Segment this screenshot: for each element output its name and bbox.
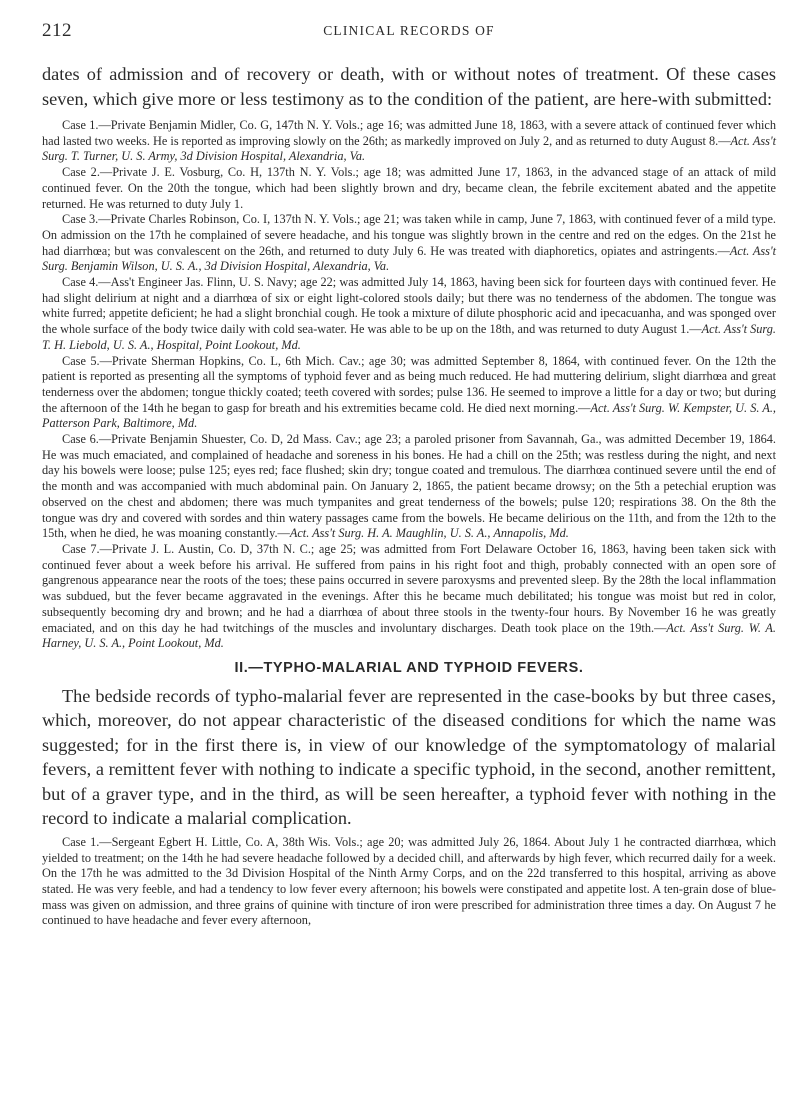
case-paragraph	[42, 542, 776, 652]
case-paragraph	[42, 354, 776, 433]
running-title: CLINICAL RECORDS OF	[323, 23, 495, 38]
lead-paragraph: dates of admission and of recovery or death, with or without notes of treatment. Of these cases seven, which give more or less testimony as to the condition of the patient, are here-with submitted:	[42, 64, 776, 109]
case-paragraph	[42, 165, 776, 212]
case-citation: Act. Ass't Surg. Benjamin Wilson, U. S. A., 3d Division Hospital, Alexandria, Va.	[42, 243, 776, 274]
case-citation: Act. Ass't Surg. T. Turner, U. S. Army, 3d Division Hospital, Alexandria, Va.	[42, 133, 776, 164]
case-list-typho-malarial	[42, 835, 776, 929]
case-paragraph	[42, 835, 776, 929]
case-citation: Act. Ass't Surg. W. A. Harney, U. S. A., Point Lookout, Md.	[42, 620, 776, 651]
case-text: Case 1.—Sergeant Egbert H. Little, Co. A, 38th Wis. Vols.; age 20; was admitted July 26, 1864. About July 1 he contracted diarrhœa, which yielded to treatment; on the 14th he had severe headache followed by a decided chill, and afterwards by high fever, which recurred daily for a week. On the 17th he was admitted to the 3d Division Hospital of the Ninth Army Corps, and on the 22d transferred to this hospital, arriving as above stated. He was very feeble, and had a tendency to low fever every afternoon; his bowels were constipated and appetite lost. A ten-grain dose of blue-mass was given on admission, and three grains of quinine with tincture of iron were prescribed for administration three times a day. On August 7 he continued to have headache and fever every afternoon,	[42, 834, 776, 928]
case-citation: Act. Ass't Surg. T. H. Liebold, U. S. A., Hospital, Point Lookout, Md.	[42, 322, 776, 352]
case-paragraph	[42, 118, 776, 165]
case-text: Case 7.—Private J. L. Austin, Co. D, 37th N. C.; age 25; was admitted from Fort Delaware October 16, 1863, having been taken sick with continued fever about a week before his arrival. He suffered from pains in his right foot and thigh, probably connected with an open sore of gangrenous appearance near the roots of the toes; these pains occurred in severe paroxysms and prevented sleep. By the 28th the local inflammation was subdued, but the fever became aggravated in the evenings. After this he became much debilitated; his tongue was moist but red in color, subsequently becoming dry and brown; and he had a diarrhœa of about three stools in the twenty-four hours. By November 16 he was greatly emaciated, and on this day he had twitchings of the muscles and involuntary discharges. Death took place on the 19th.—	[42, 541, 776, 635]
case-citation: Act. Ass't Surg. H. A. Maughlin, U. S. A., Annapolis, Md.	[289, 526, 569, 541]
case-text: Case 4.—Ass't Engineer Jas. Flinn, U. S. Navy; age 22; was admitted July 14, 1863, having been sick for fourteen days with continued fever. He had slight delirium at night and a diarrhœa of six or eight light-colored stools daily; but there was no tenderness of the abdomen. The tongue was white furred; appetite deficient; he had a slight bronchial cough. He took a mixture of dilute phosphoric acid and ipecacuanha, and was sponged over the whole surface of the body twice daily with cold sea-water. He was able to be up on the 18th, and was returned to duty August 1.—	[42, 275, 776, 337]
case-paragraph	[42, 432, 776, 542]
case-text: Case 3.—Private Charles Robinson, Co. I, 137th N. Y. Vols.; age 21; was taken while in camp, June 7, 1863, with continued fever of a mild type. On admission on the 17th he complained of severe headache, and his tongue was slightly brown in the centre and red on the edges. On the 21st he had diarrhœa; but was convalescent on the 26th, and returned to duty July 6. He was treated with diaphoretics, opiates and astringents.—	[42, 212, 776, 258]
case-text: Case 6.—Private Benjamin Shuester, Co. D, 2d Mass. Cav.; age 23; a paroled prisoner from Savannah, Ga., was admitted December 19, 1864. He was much emaciated, and complained of headache and soreness in his bones. He had a chill on the 25th; was restless during the night, and next day his bowels were loose; pulse 125; eyes red; face flushed; skin dry; tongue coated and tremulous. The diarrhœa continued severe until the end of the month and was accompanied with much abdominal pain. On January 2, 1865, the patient became drowsy; on the 5th a petechial eruption was observed on the chest and abdomen; there was much tympanites and great tenderness of the bowels; pulse 120; respirations 38. On the 8th the tongue was dry and covered with sordes and thin watery passages came from the bowels. He became delirious on the 11th, and from the 12th to the 15th, when he died, he was moaning constantly.—	[42, 432, 776, 541]
case-text: Case 5.—Private Sherman Hopkins, Co. L, 6th Mich. Cav.; age 30; was admitted September 8, 1864, with continued fever. On the 12th the patient is reported as presenting all the symptoms of typhoid fever and as being much reduced. He had muttering delirium, slight diarrhœa and great tenderness over the abdomen; tongue thickly coated; teeth covered with sordes; pulse 136. He seemed to improve a little for a day or two; but during the afternoon of the 14th he began to gasp for breath and his extremities became cold. He died next morning.—	[42, 353, 776, 415]
case-list-continued-fevers	[42, 118, 776, 652]
section-heading: II.—TYPHO-MALARIAL AND TYPHOID FEVERS.	[234, 659, 584, 676]
section-intro-paragraph: The bedside records of typho-malarial fever are represented in the case-books by but three cases, which, moreover, do not appear characteristic of the diseased conditions for which the name was suggested; for in the first there is, in view of our knowledge of the symptomatology of malarial fevers, a remittent fever with nothing to indicate a specific typhoid, in the second, another remittent, but of a graver type, and in the third, as will be seen hereafter, a typhoid fever with nothing in the record to indicate a malarial complication.	[42, 685, 776, 829]
case-paragraph	[42, 275, 776, 354]
case-paragraph	[42, 212, 776, 275]
case-text: Case 2.—Private J. E. Vosburg, Co. H, 137th N. Y. Vols.; age 18; was admitted June 17, 1863, in the advanced stage of an attack of mild continued fever. On the 20th the tongue, which had been slightly brown and dry, became clean, the febrile excitement abated and the appetite returned. He was returned to duty July 1.	[42, 165, 776, 211]
case-citation: Act. Ass't Surg. W. Kempster, U. S. A., Patterson Park, Baltimore, Md.	[42, 400, 776, 431]
running-head	[42, 0, 776, 60]
case-text: Case 1.—Private Benjamin Midler, Co. G, 147th N. Y. Vols.; age 16; was admitted June 18, 1863, with a severe attack of continued fever which had lasted two weeks. He is reported as improving slowly on the 26th; as markedly improved on July 2, and as returned to duty August 8.—	[42, 118, 776, 148]
page-number: 212	[42, 20, 72, 41]
